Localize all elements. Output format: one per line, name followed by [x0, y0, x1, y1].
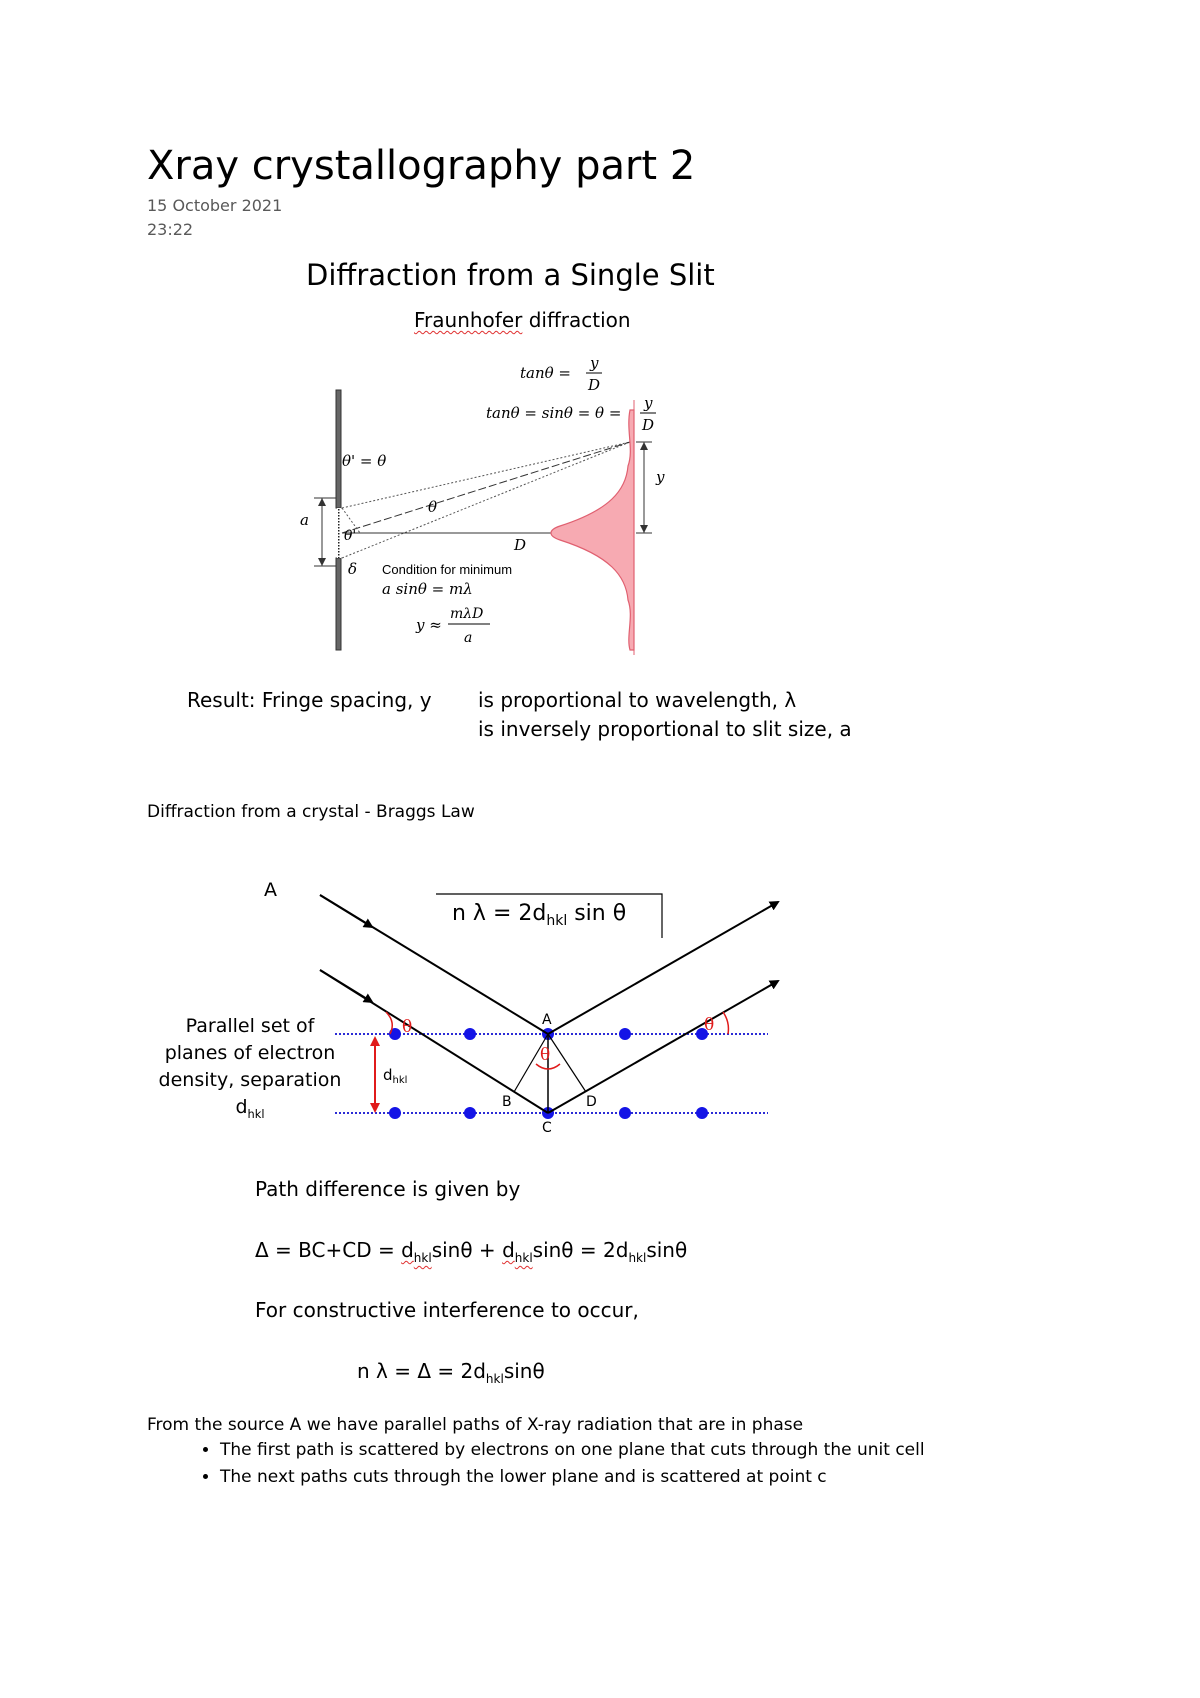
point-A: A: [542, 1012, 552, 1028]
label-theta-prime-eq: θ' = θ: [342, 452, 387, 470]
slit-opening: [337, 508, 341, 558]
final-equation: n $\lambda = \Delta = 2d_{hkl}\sin\theta$: [357, 1359, 545, 1386]
page-title: Xray crystallography part 2: [147, 143, 696, 189]
dhkl-label: $d_{hkl}$: [383, 1066, 408, 1086]
label-theta: θ: [428, 498, 438, 516]
planes-line-1: Parallel set of: [185, 1015, 315, 1037]
source-label-A: A: [264, 879, 277, 901]
point-D: D: [586, 1094, 597, 1110]
source-paragraph: From the source A we have parallel paths of X-ray radiation that are in phase: [147, 1415, 804, 1435]
bragg-heading: Diffraction from a crystal - Braggs Law: [147, 802, 475, 822]
atom: [464, 1028, 476, 1040]
reflected-ray-2: [548, 981, 778, 1113]
planes-line-2: planes of electron: [164, 1042, 336, 1064]
intensity-pattern: [551, 410, 634, 650]
list-item: • The next paths cuts through the lower plane and is scattered at point c: [220, 1464, 925, 1491]
eq-tan-lhs: tanθ =: [520, 364, 571, 382]
condition-equation: a sinθ = mλ: [382, 580, 473, 598]
y-approx-num: mλD: [450, 606, 484, 622]
result-line-1: is proportional to wavelength, λ: [478, 688, 797, 712]
label-y: y: [656, 468, 665, 486]
label-a: a: [300, 511, 309, 529]
path-delta-equation: $\Delta = BC+CD = d_{hkl}\sin\theta + d_{hkl}\sin\theta = 2d_{hkl}\sin\theta$: [255, 1238, 688, 1265]
atom: [464, 1107, 476, 1119]
planes-label: [150, 1013, 350, 1128]
eq-small-den: D: [642, 416, 655, 434]
single-slit-diagram: [290, 350, 710, 660]
planes-line-4: $d_{hkl}$: [235, 1096, 265, 1121]
slit-barrier-bottom: [336, 558, 341, 650]
list-item: • The first path is scattered by electrons on one plane that cuts through the unit cell: [220, 1437, 925, 1464]
atom: [696, 1107, 708, 1119]
atom: [389, 1107, 401, 1119]
condition-label: Condition for minimum: [382, 562, 513, 577]
subtitle-word: Fraunhofer: [414, 308, 523, 332]
constructive-text: For constructive interference to occur,: [255, 1298, 639, 1322]
label-D: D: [514, 536, 527, 554]
note-time: 23:22: [147, 220, 194, 239]
subtitle-rest: diffraction: [522, 308, 631, 332]
y-approx-den: a: [464, 630, 473, 646]
result-line-2: is inversely proportional to slit size, a: [478, 717, 852, 741]
theta-right: θ: [704, 1015, 715, 1035]
atom: [619, 1028, 631, 1040]
path-intro: Path difference is given by: [255, 1177, 521, 1201]
eq-small-num: y: [644, 394, 653, 412]
slide-subtitle: [414, 308, 631, 332]
note-date: 15 October 2021: [147, 196, 283, 215]
result-label: Result: Fringe spacing, y: [187, 688, 432, 712]
bullet-list: [180, 1437, 925, 1491]
planes-line-3: density, separation: [158, 1069, 342, 1091]
bragg-law: n $\lambda = 2d_{hkl}$ sin θ: [452, 901, 627, 929]
y-approx-lhs: y ≈: [416, 616, 442, 634]
eq-tan-num: y: [590, 354, 599, 372]
point-B: B: [502, 1094, 512, 1110]
atom: [619, 1107, 631, 1119]
theta-center: θ: [540, 1045, 551, 1065]
slide-title: Diffraction from a Single Slit: [306, 258, 715, 292]
eq-tan-den: D: [588, 376, 601, 394]
eq-small-angle-lhs: tanθ = sinθ = θ =: [486, 404, 622, 422]
slit-barrier-top: [336, 390, 341, 508]
theta-left: θ: [402, 1017, 413, 1037]
point-C: C: [542, 1120, 552, 1136]
label-theta-prime: θ': [344, 528, 357, 544]
label-delta: δ: [348, 560, 358, 578]
